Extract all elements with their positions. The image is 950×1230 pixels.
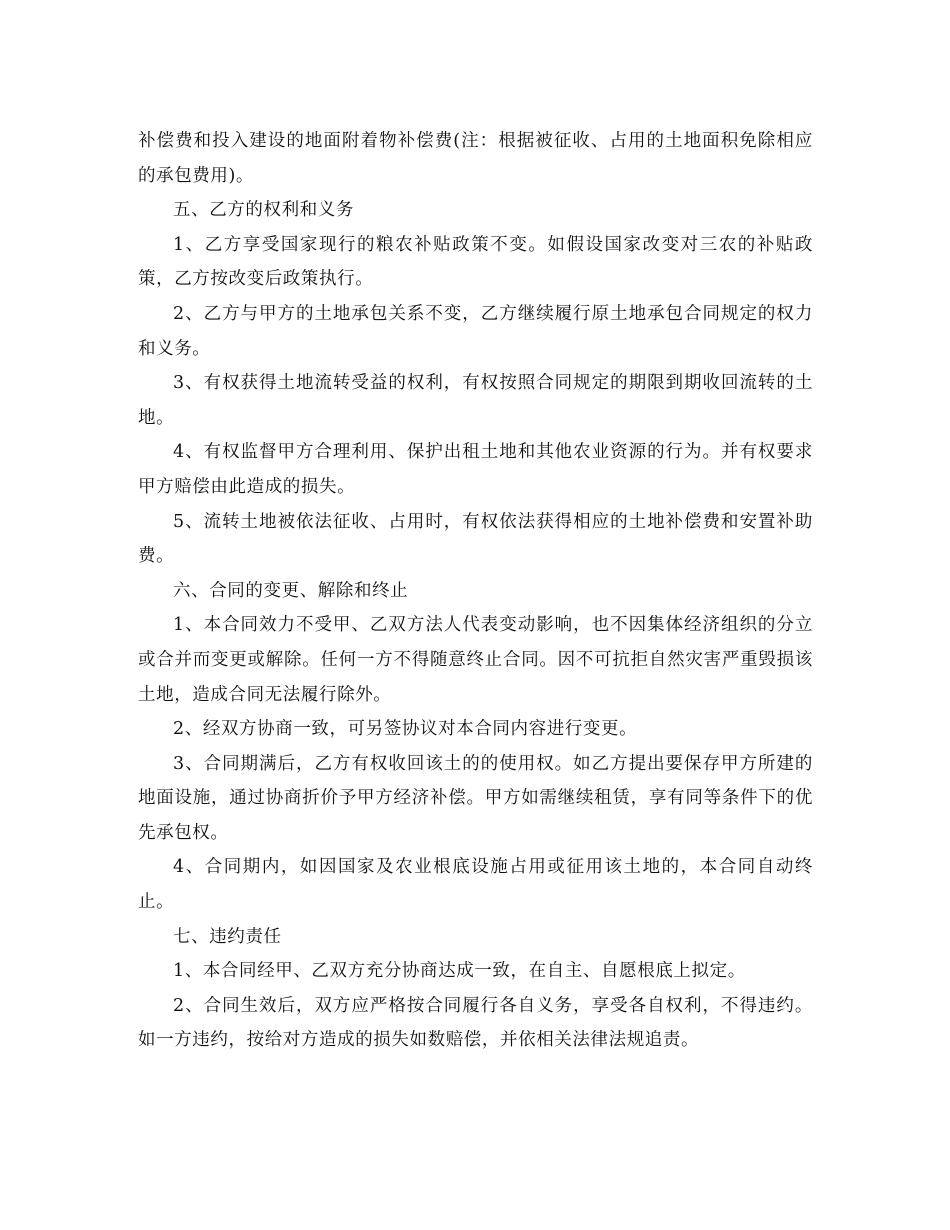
paragraph: 4、合同期内，如因国家及农业根底设施占用或征用该土地的，本合同自动终止。 (138, 857, 813, 913)
section-heading-liability: 七、违约责任 (173, 926, 282, 947)
paragraph: 1、乙方享受国家现行的粮农补贴政策不变。如假设国家改变对三农的补贴政策，乙方按改变后政策执行。 (138, 234, 813, 290)
paragraph-continuation: 补偿费和投入建设的地面附着物补偿费(注：根据被征收、占用的土地面积免除相应的承包费用)。 (138, 131, 813, 186)
section-heading-party-b-rights: 五、乙方的权利和义务 (173, 200, 354, 221)
paragraph: 2、合同生效后，双方应严格按合同履行各自义务，享受各自权利，不得违约。如一方违约，按给对方造成的损失如数赔偿，并依相关法律法规追责。 (138, 995, 813, 1051)
paragraph: 2、经双方协商一致，可另签协议对本合同内容进行变更。 (173, 719, 638, 740)
paragraph: 3、有权获得土地流转受益的权利，有权按照合同规定的期限到期收回流转的土地。 (138, 373, 813, 428)
document-body (138, 124, 813, 1058)
paragraph: 5、流转土地被依法征收、占用时，有权依法获得相应的土地补偿费和安置补助费。 (138, 511, 813, 567)
paragraph: 1、本合同经甲、乙双方充分协商达成一致，在自主、自愿根底上拟定。 (173, 961, 746, 982)
paragraph: 4、有权监督甲方合理利用、保护出租土地和其他农业资源的行为。并有权要求甲方赔偿由此造成的损失。 (138, 442, 813, 497)
section-heading-contract-changes: 六、合同的变更、解除和终止 (173, 580, 409, 601)
paragraph: 1、本合同效力不受甲、乙双方法人代表变动影响，也不因集体经济组织的分立或合并而变更或解除。任何一方不得随意终止合同。因不可抗拒自然灾害严重毁损该土地，造成合同无法履行除外。 (138, 615, 813, 705)
paragraph: 3、合同期满后，乙方有权收回该土的的使用权。如乙方提出要保存甲方所建的地面设施，通过协商折价予甲方经济补偿。甲方如需继续租赁，享有同等条件下的优先承包权。 (138, 753, 813, 843)
paragraph: 2、乙方与甲方的土地承包关系不变，乙方继续履行原土地承包合同规定的权力和义务。 (138, 303, 813, 359)
